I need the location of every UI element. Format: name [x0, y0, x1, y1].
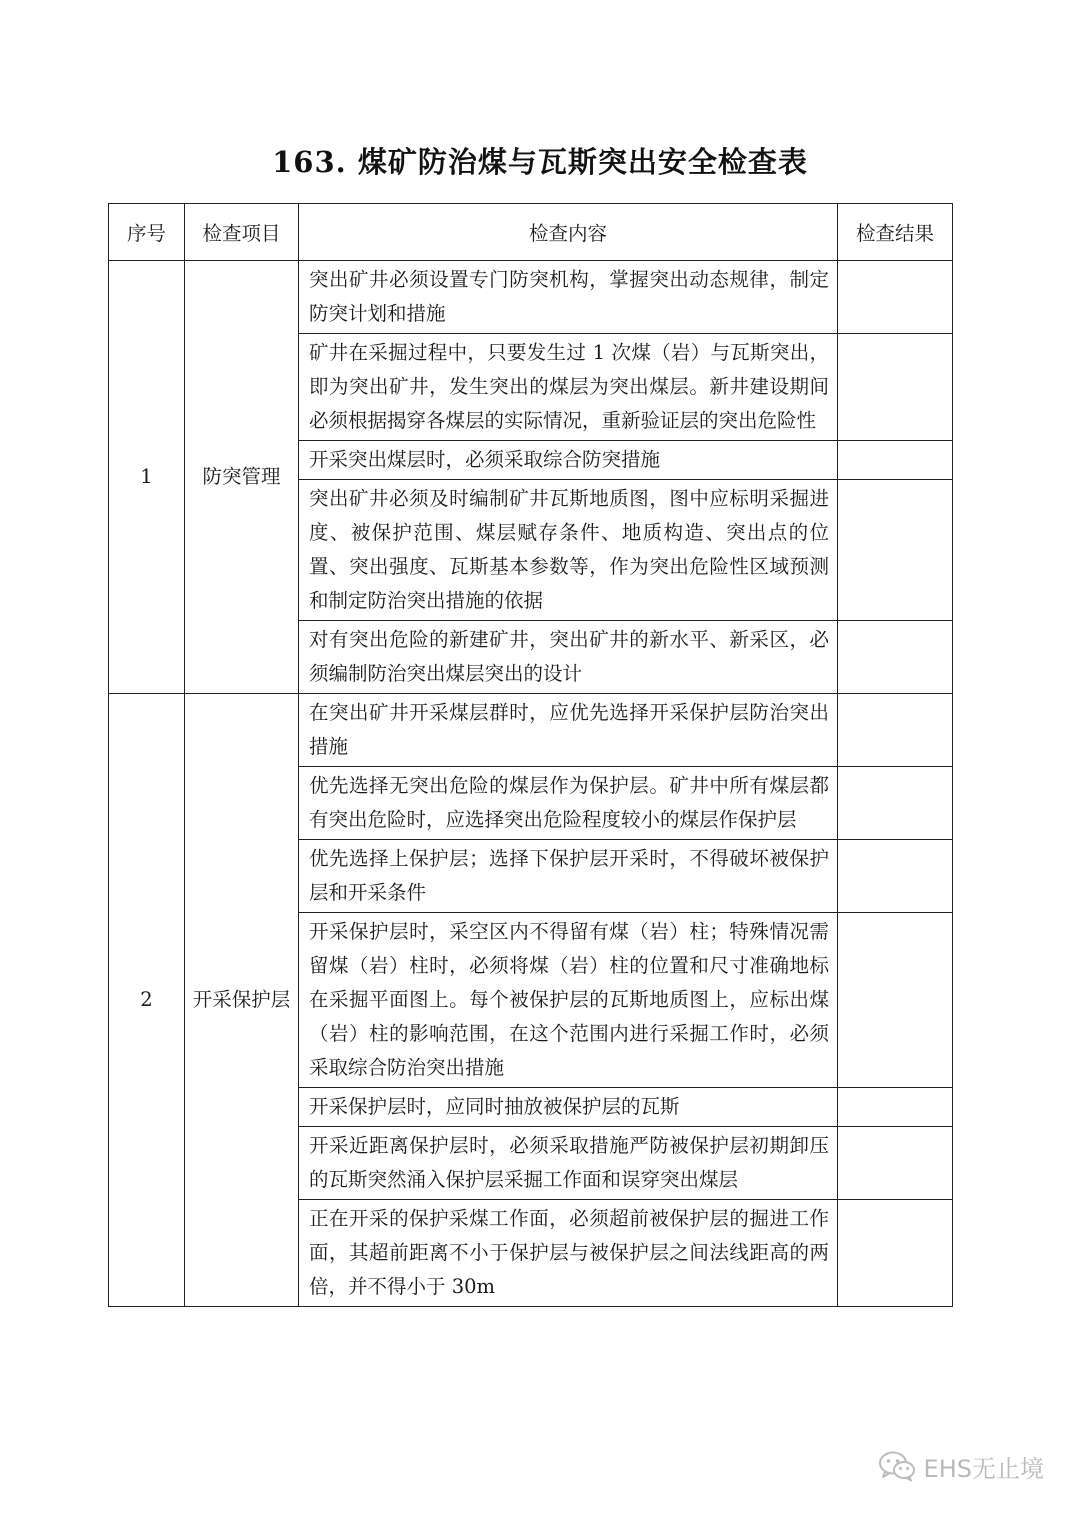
result-cell[interactable]	[838, 840, 953, 913]
inspection-table	[108, 203, 953, 1307]
result-cell[interactable]	[838, 1200, 953, 1307]
content-cell: 突出矿井必须设置专门防突机构，掌握突出动态规律，制定防突计划和措施	[299, 261, 838, 334]
result-cell[interactable]	[838, 1127, 953, 1200]
result-cell[interactable]	[838, 913, 953, 1088]
header-result: 检查结果	[838, 204, 953, 261]
header-seq: 序号	[109, 204, 185, 261]
watermark	[878, 1446, 1044, 1486]
item-cell: 开采保护层	[185, 694, 299, 1307]
content-cell: 开采近距离保护层时，必须采取措施严防被保护层初期卸压的瓦斯突然涌入保护层采掘工作面和误穿突出煤层	[299, 1127, 838, 1200]
table-row	[109, 694, 953, 767]
page-title: 163. 煤矿防治煤与瓦斯突出安全检查表	[272, 145, 808, 179]
header-content: 检查内容	[299, 204, 838, 261]
result-cell[interactable]	[838, 621, 953, 694]
result-cell[interactable]	[838, 767, 953, 840]
item-cell: 防突管理	[185, 261, 299, 694]
watermark-text: EHS无止境	[923, 1454, 1044, 1483]
content-cell: 矿井在采掘过程中，只要发生过 1 次煤（岩）与瓦斯突出，即为突出矿井，发生突出的煤层为突出煤层。新井建设期间必须根据揭穿各煤层的实际情况，重新验证层的突出危险性	[299, 334, 838, 441]
content-cell: 优先选择无突出危险的煤层作为保护层。矿井中所有煤层都有突出危险时，应选择突出危险程度较小的煤层作保护层	[299, 767, 838, 840]
result-cell[interactable]	[838, 694, 953, 767]
table-row	[109, 261, 953, 334]
result-cell[interactable]	[838, 261, 953, 334]
result-cell[interactable]	[838, 480, 953, 621]
result-cell[interactable]	[838, 334, 953, 441]
content-cell: 正在开采的保护采煤工作面，必须超前被保护层的掘进工作面，其超前距离不小于保护层与被保护层之间法线距高的两倍，并不得小于 30m	[299, 1200, 838, 1307]
content-cell: 对有突出危险的新建矿井，突出矿井的新水平、新采区，必须编制防治突出煤层突出的设计	[299, 621, 838, 694]
content-cell: 开采保护层时，采空区内不得留有煤（岩）柱；特殊情况需留煤（岩）柱时，必须将煤（岩）柱的位置和尺寸准确地标在采掘平面图上。每个被保护层的瓦斯地质图上，应标出煤（岩）柱的影响范围，在这个范围内进行采掘工作时，必须采取综合防治突出措施	[299, 913, 838, 1088]
seq-cell: 2	[109, 694, 185, 1307]
wechat-icon	[878, 1450, 916, 1482]
table-header-row	[109, 204, 953, 261]
content-cell: 突出矿井必须及时编制矿井瓦斯地质图，图中应标明采掘进度、被保护范围、煤层赋存条件、地质构造、突出点的位置、突出强度、瓦斯基本参数等，作为突出危险性区域预测和制定防治突出措施的依据	[299, 480, 838, 621]
result-cell[interactable]	[838, 1088, 953, 1127]
content-cell: 优先选择上保护层；选择下保护层开采时，不得破坏被保护层和开采条件	[299, 840, 838, 913]
seq-cell: 1	[109, 261, 185, 694]
content-cell: 开采突出煤层时，必须采取综合防突措施	[299, 441, 838, 480]
content-cell: 开采保护层时，应同时抽放被保护层的瓦斯	[299, 1088, 838, 1127]
result-cell[interactable]	[838, 441, 953, 480]
header-item: 检查项目	[185, 204, 299, 261]
content-cell: 在突出矿井开采煤层群时，应优先选择开采保护层防治突出措施	[299, 694, 838, 767]
